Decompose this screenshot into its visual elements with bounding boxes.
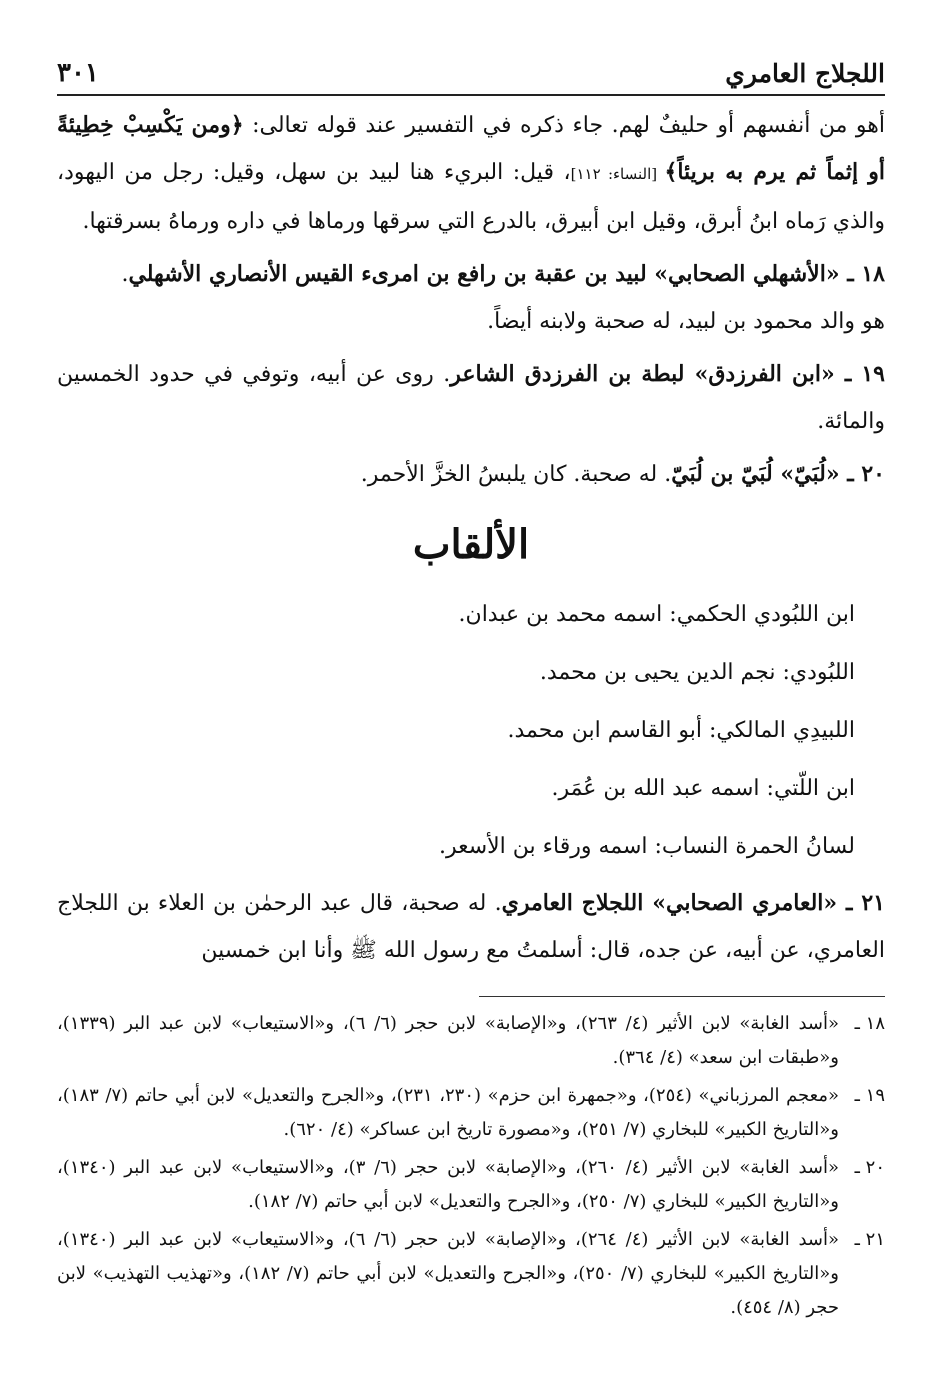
laqab-item: اللبيدِي المالكي: أبو القاسم ابن محمد. (507, 718, 855, 743)
laqab-item: ابن اللّتي: اسمه عبد الله بن عُمَر. (551, 776, 855, 801)
entry-18 (57, 251, 885, 345)
intro-text-1: أهو من أنفسهم أو حليفٌ لهم. جاء ذكره في التفسير عند قوله تعالى: (243, 113, 886, 138)
footnote (57, 1223, 885, 1325)
entry-20 (57, 451, 885, 498)
quran-verse: ﴿ومن يَكْسِبْ خِطِيئةً أو إثماً ثم يرم به بريئاً﴾ (57, 112, 885, 185)
entry-18-head: ١٨ ـ «الأشهلي الصحابي» لبيد بن عقبة بن رافع بن امرىء القيس الأنصاري الأشهلي (128, 261, 885, 287)
footnote-text: «معجم المرزباني» (٢٥٤)، و«جمهرة ابن حزم» (٢٣٠، ٢٣١)، و«الجرح والتعديل» لابن أبي حاتم (٧/ ١٨٣)، و«التاريخ الكبير» للبخاري (٧/ ٢٥١)، و«مصورة تاريخ ابن عساكر» (٤/ ٦٢٠). (57, 1085, 840, 1140)
intro-paragraph (57, 102, 885, 245)
footnote (57, 1007, 885, 1075)
footnote-number: ٢٠ ـ (854, 1157, 885, 1178)
laqab-item: اللبُودي: نجم الدين يحيى بن محمد. (539, 660, 855, 685)
footnote-number: ٢١ ـ (854, 1229, 885, 1250)
entry-19-head: ١٩ ـ «ابن الفرزدق» لبطة بن الفرزدق الشاعر (450, 361, 885, 387)
entry-19-rest: . روى عن أبيه، وتوفي في حدود الخمسين والمائة. (57, 362, 885, 434)
entry-18-rest: . (121, 262, 129, 287)
entry-21 (57, 880, 885, 974)
entry-21-head: ٢١ ـ «العامري الصحابي» اللجلاج العامري (501, 890, 885, 916)
entry-20-rest: . له صحبة. كان يلبسُ الخزَّ الأحمر. (360, 462, 672, 487)
entry-20-head: ٢٠ ـ «لُبَيّ» لُبَيّ بن لُبَيّ (671, 461, 885, 487)
running-title: اللجلاج العامري (725, 59, 885, 88)
verse-reference: [النساء: ١١٢] (570, 165, 665, 183)
footnote-text: «أسد الغابة» لابن الأثير (٤/ ٢٦٤)، و«الإصابة» لابن حجر (٦/ ٦)، و«الاستيعاب» لابن عبد البر (١٣٤٠)، و«التاريخ الكبير» للبخاري (٧/ ٢٥٠)، و«الجرح والتعديل» لابن أبي حاتم (٧/ ١٨٢)، و«تهذيب التهذيب» لابن حجر (٨/ ٤٥٤). (57, 1229, 840, 1318)
footnote (57, 1151, 885, 1219)
entry-21-rest: . له صحبة، قال عبد الرحمٰن بن العلاء بن اللجلاج العامري، عن أبيه، عن جده، قال: أسلمتُ مع رسول الله ﷺ وأنا ابن خمسين (57, 891, 885, 963)
footnote-number: ١٩ ـ (854, 1085, 885, 1106)
footnote-number: ١٨ ـ (854, 1013, 885, 1034)
main-text (57, 102, 885, 974)
footnote-text: «أسد الغابة» لابن الأثير (٤/ ٢٦٠)، و«الإصابة» لابن حجر (٦/ ٣)، و«الاستيعاب» لابن عبد البر (١٣٤٠)، و«التاريخ الكبير» للبخاري (٧/ ٢٥٠)، و«الجرح والتعديل» لابن أبي حاتم (٧/ ١٨٢). (57, 1157, 840, 1212)
footnote-separator (479, 996, 885, 997)
footnotes (57, 1007, 885, 1325)
page-number: ٣٠١ (57, 58, 99, 88)
intro-text-2: ، قيل: البريء هنا لبيد بن سهل، وقيل: رجل من اليهود، والذي رَماه ابنُ أبرق، وقيل ابن أبيرق، بالدرع التي سرقها ورماها في داره ورماهُ بسرقتها. (57, 160, 885, 234)
book-page (57, 38, 885, 1329)
entry-18-sub: هو والد محمود بن لبيد، له صحبة ولابنه أيضاً. (487, 309, 885, 334)
laqab-item: ابن اللبُودي الحكمي: اسمه محمد بن عبدان. (458, 602, 855, 627)
entry-19 (57, 351, 885, 445)
footnote (57, 1079, 885, 1147)
page-header (57, 38, 885, 96)
section-heading: الألقاب (412, 521, 530, 568)
footnote-text: «أسد الغابة» لابن الأثير (٤/ ٢٦٣)، و«الإصابة» لابن حجر (٦/ ٦)، و«الاستيعاب» لابن عبد البر (١٣٣٩)، و«طبقات ابن سعد» (٤/ ٣٦٤). (57, 1013, 840, 1068)
laqab-item: لسانُ الحمرة النساب: اسمه ورقاء بن الأسعر. (438, 834, 855, 859)
